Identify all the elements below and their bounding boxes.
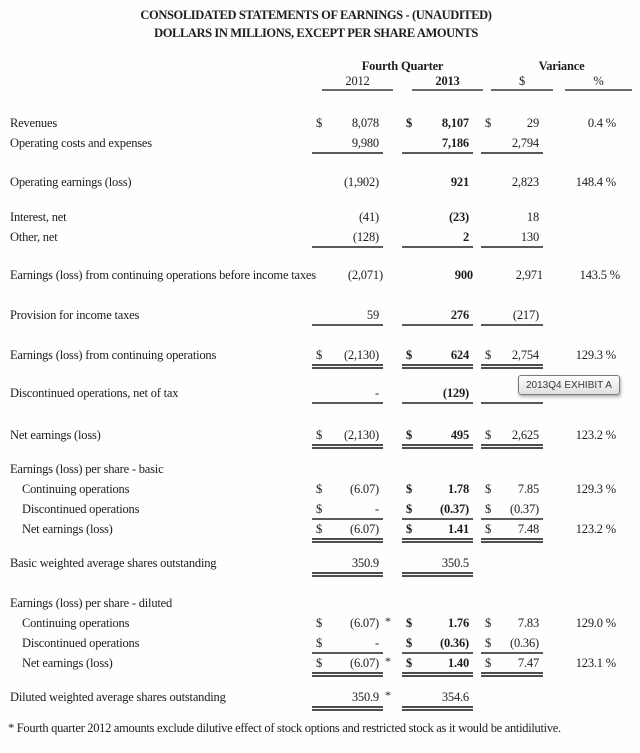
cell-variance-dollars	[481, 615, 543, 632]
cell-variance-percent	[555, 655, 622, 672]
cell-value: 495	[450, 428, 469, 442]
cell-variance-percent	[559, 267, 626, 284]
cell-variance-dollars	[481, 174, 543, 191]
table-row	[0, 501, 640, 521]
cell-value: 7.48	[517, 522, 539, 536]
cell-value	[616, 135, 622, 152]
cell-2013	[402, 115, 473, 132]
cell-value: 18	[526, 210, 539, 224]
dollar-sign: $	[316, 616, 323, 630]
row-label: Discontinued operations, net of tax	[10, 386, 179, 400]
cell-2013	[402, 461, 473, 478]
table-row	[0, 461, 640, 481]
cell-2012	[312, 115, 383, 132]
dollar-sign	[312, 555, 316, 572]
cell-value: 7.85	[517, 482, 539, 496]
cell-value: (0.36)	[439, 636, 469, 650]
cell-value: 350.5	[441, 556, 469, 570]
cell-2012	[312, 689, 383, 711]
cell-2012	[312, 461, 383, 478]
cell-value: 143.5 %	[579, 268, 620, 282]
cell-value: 624	[450, 348, 469, 362]
cell-variance-dollars	[481, 347, 543, 369]
row-label: Earnings (loss) from continuing operations before income taxes	[10, 268, 316, 282]
row-label: Net earnings (loss)	[22, 522, 113, 536]
dollar-sign: $	[485, 482, 492, 496]
dollar-sign: $	[406, 482, 413, 496]
table-row	[0, 267, 640, 287]
cell-2012	[312, 174, 383, 191]
cell-value: (0.37)	[509, 502, 539, 516]
cell-2012	[312, 501, 383, 520]
cell-variance-percent	[555, 115, 622, 132]
cell-value: 129.3 %	[575, 348, 616, 362]
cell-value: 1.78	[447, 482, 469, 496]
cell-2012	[312, 481, 383, 498]
cell-value: (0.36)	[509, 636, 539, 650]
cell-value: 350.9	[351, 556, 379, 570]
cell-value: 148.4 %	[575, 175, 616, 189]
row-label: Earnings (loss) per share - basic	[10, 462, 164, 476]
dollar-sign: $	[406, 522, 413, 536]
cell-2013	[402, 635, 473, 654]
cell-value	[616, 461, 622, 478]
cell-value: 123.2 %	[575, 428, 616, 442]
cell-value: 7.47	[517, 656, 539, 670]
dollar-sign: $	[406, 348, 413, 362]
row-label: Interest, net	[10, 210, 67, 224]
cell-value: 8,107	[441, 116, 469, 130]
column-group-variance: Variance	[538, 59, 585, 73]
cell-value	[616, 635, 622, 652]
dollar-sign: $	[406, 428, 413, 442]
table-row	[0, 689, 640, 709]
column-header-variance-dollars: $	[491, 74, 553, 91]
dollar-sign	[481, 461, 485, 478]
cell-value: (2,071)	[347, 268, 383, 282]
dollar-sign: $	[485, 616, 492, 630]
cell-value: -	[375, 636, 379, 650]
cell-2013	[402, 655, 473, 677]
cell-value: 123.1 %	[575, 656, 616, 670]
table-row	[0, 555, 640, 575]
cell-value: (6.07)	[349, 522, 379, 536]
cell-value: 129.3 %	[575, 482, 616, 496]
cell-variance-dollars	[481, 461, 543, 478]
cell-2013	[402, 427, 473, 449]
exhibit-tooltip: 2013Q4 EXHIBIT A	[518, 375, 620, 395]
cell-2013	[402, 347, 473, 369]
cell-value	[616, 689, 622, 706]
cell-2012	[312, 635, 383, 654]
dollar-sign	[312, 135, 316, 152]
dollar-sign: $	[485, 348, 492, 362]
cell-value: 8,078	[351, 116, 379, 130]
cell-value: 29	[526, 116, 539, 130]
table-row	[0, 481, 640, 501]
dollar-sign	[402, 595, 406, 612]
dollar-sign: $	[316, 482, 323, 496]
cell-value	[539, 461, 543, 478]
cell-value	[379, 595, 383, 612]
cell-2013	[402, 385, 473, 404]
cell-variance-percent	[555, 135, 622, 152]
cell-value: 2,794	[511, 136, 539, 150]
cell-value: 59	[366, 308, 379, 322]
row-label: Continuing operations	[22, 616, 130, 630]
dollar-sign: $	[485, 428, 492, 442]
cell-value	[539, 689, 543, 706]
cell-2012	[312, 307, 383, 326]
dollar-sign	[312, 174, 316, 191]
cell-value	[616, 595, 622, 612]
row-label: Operating earnings (loss)	[10, 175, 132, 189]
dollar-sign	[481, 229, 485, 246]
dollar-sign	[481, 307, 485, 324]
dollar-sign	[316, 267, 320, 284]
cell-value: (2,130)	[343, 428, 379, 442]
cell-value: 7,186	[441, 136, 469, 150]
cell-value: -	[375, 502, 379, 516]
cell-2012	[312, 347, 383, 369]
table-row	[0, 635, 640, 655]
cell-value: 130	[520, 230, 539, 244]
cell-variance-percent	[555, 307, 622, 324]
cell-value: (23)	[448, 210, 469, 224]
cell-value	[616, 307, 622, 324]
cell-value: 2,625	[511, 428, 539, 442]
cell-variance-percent	[555, 615, 622, 632]
cell-value: 0.4 %	[587, 116, 616, 130]
dollar-sign: $	[485, 116, 492, 130]
cell-value: 7.83	[517, 616, 539, 630]
cell-value	[469, 595, 473, 612]
cell-2013	[402, 521, 473, 543]
dollar-sign: $	[406, 656, 413, 670]
dollar-sign	[312, 689, 316, 706]
cell-variance-percent	[555, 555, 622, 572]
cell-2013	[402, 481, 473, 498]
table-row	[0, 115, 640, 135]
cell-value: (2,130)	[343, 348, 379, 362]
table-row	[0, 615, 640, 635]
dollar-sign: $	[485, 502, 492, 516]
cell-variance-dollars	[481, 521, 543, 543]
table-row	[0, 595, 640, 615]
dollar-sign	[402, 174, 406, 191]
cell-variance-percent	[555, 229, 622, 246]
dollar-sign	[481, 174, 485, 191]
cell-variance-dollars	[481, 229, 543, 248]
dollar-sign	[481, 209, 485, 226]
dollar-sign: $	[316, 636, 323, 650]
row-label: Provision for income taxes	[10, 308, 140, 322]
dollar-sign: $	[316, 428, 323, 442]
footnote: * Fourth quarter 2012 amounts exclude dilutive effect of stock options and restricted stock as it would be antidilutive.	[8, 721, 561, 735]
cell-value: 129.0 %	[575, 616, 616, 630]
cell-2013	[402, 135, 473, 154]
cell-variance-dollars	[481, 555, 543, 572]
row-label: Continuing operations	[22, 482, 130, 496]
dollar-sign	[312, 209, 316, 226]
row-label: Other, net	[10, 230, 58, 244]
cell-value: (41)	[358, 210, 379, 224]
cell-variance-percent	[555, 635, 622, 652]
dollar-sign	[481, 385, 485, 402]
dollar-sign	[402, 461, 406, 478]
cell-variance-dollars	[481, 689, 543, 706]
cell-variance-percent	[555, 347, 622, 364]
dollar-sign	[481, 135, 485, 152]
cell-variance-dollars	[481, 307, 543, 326]
cell-value: 900	[454, 268, 473, 282]
dollar-sign: $	[316, 522, 323, 536]
dollar-sign	[485, 267, 489, 284]
footnote-asterisk: *	[385, 688, 391, 702]
statement-rows	[0, 115, 640, 709]
dollar-sign	[402, 307, 406, 324]
cell-variance-percent	[555, 427, 622, 444]
dollar-sign	[402, 689, 406, 706]
cell-value: (1,902)	[343, 175, 379, 189]
cell-variance-dollars	[485, 267, 547, 284]
dollar-sign: $	[485, 522, 492, 536]
footnote-asterisk: *	[385, 614, 391, 628]
cell-2012	[312, 135, 383, 154]
dollar-sign	[402, 555, 406, 572]
table-row	[0, 427, 640, 447]
column-header-variance-percent: %	[565, 74, 632, 91]
table-row	[0, 209, 640, 229]
cell-value: 1.76	[447, 616, 469, 630]
cell-2013	[402, 555, 473, 577]
cell-value	[379, 461, 383, 478]
column-group-header-row	[0, 58, 640, 74]
cell-value: (6.07)	[349, 656, 379, 670]
dollar-sign: $	[406, 116, 413, 130]
document-subtitle: DOLLARS IN MILLIONS, EXCEPT PER SHARE AMOUNTS	[154, 26, 478, 40]
dollar-sign	[402, 385, 406, 402]
cell-value: (128)	[352, 230, 379, 244]
table-row	[0, 347, 640, 367]
cell-2012	[312, 595, 383, 612]
cell-2013	[402, 174, 473, 191]
cell-value: (6.07)	[349, 616, 379, 630]
cell-2013	[402, 209, 473, 226]
cell-variance-dollars	[481, 501, 543, 520]
cell-value: 1.41	[447, 522, 469, 536]
table-row	[0, 229, 640, 249]
cell-variance-dollars	[481, 595, 543, 612]
cell-value: (0.37)	[439, 502, 469, 516]
cell-value	[469, 461, 473, 478]
row-label: Discontinued operations	[22, 502, 140, 516]
dollar-sign: $	[316, 348, 323, 362]
cell-variance-percent	[555, 521, 622, 538]
cell-variance-dollars	[481, 635, 543, 654]
dollar-sign	[312, 229, 316, 246]
table-row	[0, 655, 640, 675]
dollar-sign: $	[406, 616, 413, 630]
cell-variance-dollars	[481, 427, 543, 449]
dollar-sign: $	[406, 636, 413, 650]
cell-value: 1.40	[447, 656, 469, 670]
cell-variance-percent	[555, 595, 622, 612]
cell-2013	[402, 307, 473, 326]
cell-2012	[316, 267, 387, 284]
table-row	[0, 307, 640, 327]
cell-2012	[312, 209, 383, 226]
cell-2013	[406, 267, 477, 284]
cell-value	[616, 501, 622, 518]
cell-2012	[312, 229, 383, 248]
cell-value: 276	[450, 308, 469, 322]
cell-2012	[312, 615, 383, 632]
row-label: Net earnings (loss)	[10, 428, 101, 442]
column-group-fourth-quarter: Fourth Quarter	[361, 59, 444, 73]
cell-value	[616, 209, 622, 226]
dollar-sign	[481, 555, 485, 572]
column-header-2012: 2012	[322, 74, 393, 91]
cell-value: 2	[462, 230, 469, 244]
dollar-sign	[481, 595, 485, 612]
cell-variance-percent	[555, 689, 622, 706]
cell-variance-dollars	[481, 115, 543, 132]
cell-value: (129)	[442, 386, 469, 400]
cell-2013	[402, 595, 473, 612]
row-label: Diluted weighted average shares outstanding	[10, 690, 226, 704]
row-label: Earnings (loss) per share - diluted	[10, 596, 173, 610]
cell-variance-dollars	[481, 481, 543, 498]
cell-variance-percent	[555, 501, 622, 518]
dollar-sign: $	[316, 116, 323, 130]
cell-value: (6.07)	[349, 482, 379, 496]
cell-variance-dollars	[481, 135, 543, 154]
dollar-sign	[402, 135, 406, 152]
row-label: Discontinued operations	[22, 636, 140, 650]
dollar-sign	[481, 689, 485, 706]
row-label: Earnings (loss) from continuing operations	[10, 348, 217, 362]
dollar-sign: $	[406, 502, 413, 516]
cell-variance-percent	[555, 461, 622, 478]
cell-2012	[312, 521, 383, 543]
cell-value: 2,754	[511, 348, 539, 362]
table-row	[0, 521, 640, 541]
footnote-asterisk: *	[385, 654, 391, 668]
cell-value: 350.9	[351, 690, 379, 704]
cell-2013	[402, 229, 473, 248]
cell-variance-dollars	[481, 209, 543, 226]
cell-value: 354.6	[441, 690, 469, 704]
dollar-sign: $	[485, 656, 492, 670]
cell-2013	[402, 501, 473, 520]
cell-value: 9,980	[351, 136, 379, 150]
dollar-sign	[312, 385, 316, 402]
cell-value: 2,971	[515, 268, 543, 282]
dollar-sign	[402, 209, 406, 226]
row-label: Operating costs and expenses	[10, 136, 152, 150]
dollar-sign	[312, 595, 316, 612]
table-row	[0, 135, 640, 155]
cell-2012	[312, 427, 383, 449]
cell-2013	[402, 615, 473, 632]
table-row	[0, 174, 640, 194]
cell-variance-percent	[555, 209, 622, 226]
cell-value: 921	[450, 175, 469, 189]
cell-value	[616, 555, 622, 572]
cell-variance-percent	[555, 174, 622, 191]
dollar-sign	[406, 267, 410, 284]
cell-2012	[312, 385, 383, 404]
cell-value	[539, 595, 543, 612]
cell-value: -	[375, 386, 379, 400]
dollar-sign: $	[485, 636, 492, 650]
column-header-2013: 2013	[412, 74, 483, 91]
dollar-sign	[312, 461, 316, 478]
row-label: Revenues	[10, 116, 57, 130]
cell-value	[539, 555, 543, 572]
cell-variance-percent	[555, 481, 622, 498]
dollar-sign: $	[316, 502, 323, 516]
column-header-row	[0, 74, 640, 91]
dollar-sign: $	[316, 656, 323, 670]
cell-2013	[402, 689, 473, 711]
cell-2012	[312, 655, 383, 677]
row-label: Basic weighted average shares outstanding	[10, 556, 217, 570]
cell-2012	[312, 555, 383, 577]
cell-variance-dollars	[481, 655, 543, 677]
cell-value: 123.2 %	[575, 522, 616, 536]
row-label: Net earnings (loss)	[22, 656, 113, 670]
dollar-sign	[312, 307, 316, 324]
dollar-sign	[402, 229, 406, 246]
cell-value: 2,823	[511, 175, 539, 189]
document-title: CONSOLIDATED STATEMENTS OF EARNINGS - (UNAUDITED)	[140, 8, 492, 22]
cell-value	[616, 229, 622, 246]
cell-value: (217)	[512, 308, 539, 322]
